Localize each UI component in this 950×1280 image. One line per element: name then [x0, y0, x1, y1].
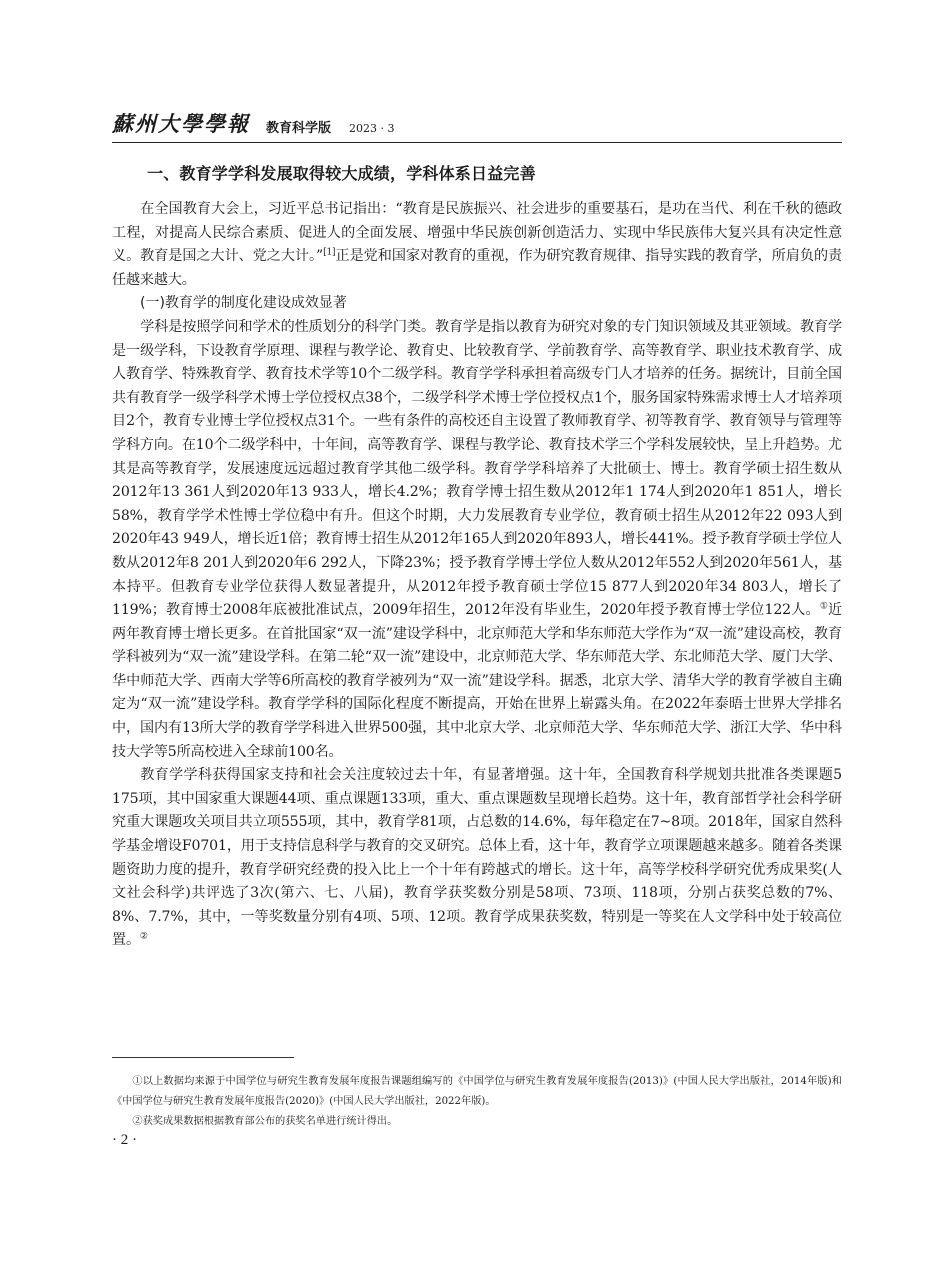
- article-body: [112, 160, 842, 953]
- footnote-marker-1: ①: [819, 601, 829, 612]
- footnote-1: ①以上数据均来源于中国学位与研究生教育发展年度报告课题组编写的《中国学位与研究生教育发展年度报告(2013)》(中国人民大学出版社，2014年版)和《中国学位与研究生教育发展年度报告(2020)》(中国人民大学出版社，2022年版)。: [112, 1076, 842, 1107]
- journal-issue: 2023 · 3: [349, 122, 395, 135]
- citation-marker: [1]: [323, 247, 336, 258]
- intro-tail: 正是党和国家对教育的重视，作为研究教育规律、指导实践的教育学，所肩负的责任越来越大。: [112, 248, 842, 288]
- footnote-2: ②获奖成果数据根据教育部公布的获奖名单进行统计得出。: [132, 1116, 398, 1127]
- journal-logo: 蘇州大學學報: [112, 111, 250, 136]
- running-header: [112, 112, 842, 143]
- subsection-heading: (一)教育学的制度化建设成效显著: [140, 295, 347, 312]
- journal-section: 教育科学版: [266, 121, 332, 136]
- intro-paragraph: [112, 198, 842, 292]
- paragraph-discipline: [112, 316, 842, 764]
- section-heading: 一、教育学学科发展取得较大成绩，学科体系日益完善: [147, 164, 536, 183]
- intro-text: 在全国教育大会上，习近平总书记指出：“教育是民族振兴、社会进步的重要基石，是功在当代、利在千秋的德政工程，对提高人民综合素质、促进人的全面发展、增强中华民族创新创造活力、实现中华民族伟大复兴具有决定性意义。教育是国之大计、党之大计。”: [112, 201, 842, 265]
- paragraph-discipline-part1: 学科是按照学问和学术的性质划分的科学门类。教育学是指以教育为研究对象的专门知识领域及其亚领域。教育学是一级学科，下设教育学原理、课程与教学论、教育史、比较教育学、学前教育学、高等教育学、职业技术教育学、成人教育学、特殊教育学、教育技术学等10个二级学科。教育学学科承担着高级专门人才培养的任务。据统计，目前全国共有教育学一级学科学术博士学位授权点38个，二级学科学术博士学位授权点1个，服务国家特殊需求博士人才培养项目2个，教育专业博士学位授权点31个。一些有条件的高校还自主设置了教师教育学、初等教育学、教育领导与管理等学科方向。在10个二级学科中，十年间，高等教育学、课程与教学论、教育技术学三个学科发展较快，呈上升趋势。尤其是高等教育学，发展速度远远超过教育学其他二级学科。教育学学科培养了大批硕士、博士。教育学硕士招生数从2012年13 361人到2020年13 933人，增长4.2%；教育学博士招生数从2012年1 174人到2020年1 851人，增长58%，教育学学术性博士学位稳中有升。但这个时期，大力发展教育专业学位，教育硕士招生从2012年22 093人到2020年43 949人，增长近1倍；教育博士招生从2012年165人到2020年893人，增长441%。授予教育学硕士学位人数从2012年8 201人到2020年6 292人，下降23%；授予教育学博士学位人数从2012年552人到2020年561人，基本持平。但教育专业学位获得人数显著提升，从2012年授予教育硕士学位15 877人到2020年34 803人，增长了119%；教育博士2008年底被批准试点，2009年招生，2012年没有毕业生，2020年授予教育博士学位122人。: [112, 318, 842, 619]
- paragraph-funding-text: 教育学学科获得国家支持和社会关注度较过去十年，有显著增强。这十年，全国教育科学规划共批准各类课题5 175项，其中国家重大课题44项、重点课题133项，重大、重点课题数呈现增长趋势。这十年，教育部哲学社会科学研究重大课题攻关项目共立项555项，其中，教育学81项，占总数的14.6%，每年稳定在7~8项。2018年，国家自然科学基金增设F0701，用于支持信息科学与教育的交叉研究。总体上看，这十年，教育学立项课题越来越多。随着各类课题资助力度的提升，教育学研究经费的投入比上一个十年有跨越式的增长。这十年，高等学校科学研究优秀成果奖(人文社会科学)共评选了3次(第六、七、八届)，教育学获奖数分别是58项、73项、118项，分别占获奖总数的7%、8%、7.7%，其中，一等奖数量分别有4项、5项、12项。教育学成果获奖数，特别是一等奖在人文学科中处于较高位置。: [112, 767, 842, 949]
- footnote-divider: [112, 1057, 294, 1058]
- page-number: · 2 ·: [112, 1132, 137, 1148]
- paragraph-funding: [112, 764, 842, 953]
- paragraph-discipline-part2: 近两年教育博士增长更多。在首批国家“双一流”建设学科中，北京师范大学和华东师范大学作为“双一流”建设高校，教育学科被列为“双一流”建设学科。在第二轮“双一流”建设中，北京师范大学、华东师范大学、东北师范大学、厦门大学、华中师范大学、西南大学等6所高校的教育学被列为“双一流”建设学科。据悉，北京大学、清华大学的教育学被自主确定为“双一流”建设学科。教育学学科的国际化程度不断提高，开始在世界上崭露头角。在2022年泰晤士世界大学排名中，国内有13所大学的教育学学科进入世界500强，其中北京大学、北京师范大学、华东师范大学、浙江大学、华中科技大学等5所高校进入全球前100名。: [112, 602, 842, 760]
- footnote-marker-2: ②: [139, 931, 148, 942]
- footnotes: [112, 1072, 842, 1132]
